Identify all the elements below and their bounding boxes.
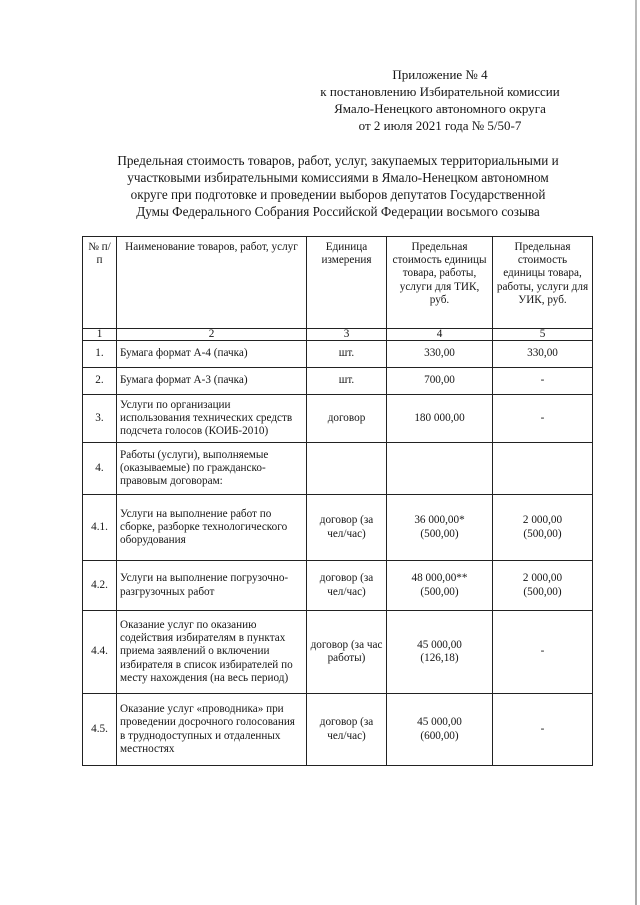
tik-cost-value: 45 000,00 bbox=[417, 716, 462, 729]
header-unit: Единица измерения bbox=[307, 237, 387, 329]
row-number-cell bbox=[83, 561, 117, 611]
title-line-2: участковыми избирательными комиссиями в Ямало-Ненецком автономном bbox=[127, 170, 549, 185]
uik-cost-cell bbox=[493, 561, 593, 611]
document-title bbox=[80, 152, 596, 220]
uik-cost-rate: (500,00) bbox=[523, 527, 562, 540]
item-name-cell bbox=[117, 341, 307, 368]
unit-value: договор (за чел/час) bbox=[319, 572, 374, 598]
cost-table bbox=[82, 236, 593, 766]
column-index: 3 bbox=[307, 329, 387, 341]
row-number: 4.1. bbox=[91, 520, 108, 533]
unit-cell bbox=[307, 611, 387, 694]
item-name: Работы (услуги), выполняемые (оказываемые) по гражданско-правовым договорам: bbox=[120, 448, 269, 488]
tik-cost-cell bbox=[387, 368, 493, 395]
appendix-number: Приложение № 4 bbox=[392, 67, 488, 82]
unit-cell bbox=[307, 561, 387, 611]
item-name: Услуги на выполнение работ по сборке, разборке технологического оборудования bbox=[120, 507, 288, 547]
row-number: 2. bbox=[95, 374, 104, 387]
appendix-resolution: к постановлению Избирательной комиссии bbox=[320, 84, 560, 99]
unit-cell bbox=[307, 368, 387, 395]
row-number-cell bbox=[83, 368, 117, 395]
item-name-cell bbox=[117, 561, 307, 611]
uik-cost-cell bbox=[493, 694, 593, 766]
column-index: 1 bbox=[83, 329, 117, 341]
uik-cost-cell bbox=[493, 611, 593, 694]
header-tik-cost: Предельная стоимость единицы товара, работы, услуги для ТИК, руб. bbox=[387, 237, 493, 329]
column-index-row bbox=[83, 329, 593, 341]
uik-cost-cell bbox=[493, 495, 593, 561]
tik-cost-cell bbox=[387, 561, 493, 611]
appendix-date: от 2 июля 2021 года № 5/50-7 bbox=[358, 118, 522, 133]
tik-cost-cell bbox=[387, 611, 493, 694]
scan-edge-line bbox=[635, 0, 637, 905]
item-name: Услуги на выполнение погрузочно-разгрузочных работ bbox=[120, 572, 289, 598]
row-number-cell bbox=[83, 443, 117, 495]
tik-cost-value: 700,00 bbox=[424, 374, 455, 387]
row-number-cell bbox=[83, 611, 117, 694]
table-row bbox=[83, 395, 593, 443]
tik-cost-cell bbox=[387, 495, 493, 561]
tik-cost-cell bbox=[387, 341, 493, 368]
header-num: № п/п bbox=[83, 237, 117, 329]
row-number-cell bbox=[83, 694, 117, 766]
title-line-3: округе при подготовке и проведении выборов депутатов Государственной bbox=[130, 187, 546, 202]
uik-cost-value: 330,00 bbox=[527, 347, 558, 360]
item-name-cell bbox=[117, 395, 307, 443]
uik-cost-cell bbox=[493, 395, 593, 443]
title-line-4: Думы Федерального Собрания Российской Федерации восьмого созыва bbox=[136, 204, 540, 219]
tik-cost-rate: (126,18) bbox=[420, 652, 459, 664]
uik-cost-value: - bbox=[540, 645, 545, 658]
row-number-cell bbox=[83, 395, 117, 443]
column-index: 2 bbox=[117, 329, 307, 341]
row-number: 3. bbox=[95, 411, 104, 424]
header-name: Наименование товаров, работ, услуг bbox=[117, 237, 307, 329]
uik-cost-value: - bbox=[540, 722, 545, 735]
uik-cost-cell bbox=[493, 341, 593, 368]
tik-cost-rate: (600,00) bbox=[420, 729, 459, 742]
unit-cell bbox=[307, 443, 387, 495]
table-row bbox=[83, 443, 593, 495]
tik-cost-value: 36 000,00* bbox=[414, 514, 465, 527]
uik-cost-cell bbox=[493, 368, 593, 395]
table-header-row bbox=[83, 237, 593, 329]
row-number: 4. bbox=[95, 461, 104, 474]
header-uik-cost: Предельная стоимость единицы товара, работы, услуги для УИК, руб. bbox=[493, 237, 593, 329]
row-number: 4.5. bbox=[91, 722, 108, 735]
uik-cost-cell bbox=[493, 443, 593, 495]
unit-value: договор bbox=[327, 411, 366, 424]
unit-value: договор (за чел/час) bbox=[319, 716, 374, 742]
unit-value: договор (за чел/час) bbox=[319, 514, 374, 540]
unit-cell bbox=[307, 495, 387, 561]
appendix-reference bbox=[290, 66, 590, 134]
item-name: Оказание услуг «проводника» при проведении досрочного голосования в труднодоступных и отдаленных местностях bbox=[120, 703, 295, 755]
table-row bbox=[83, 611, 593, 694]
row-number-cell bbox=[83, 341, 117, 368]
tik-cost-value: 330,00 bbox=[424, 347, 455, 360]
uik-cost-rate: (500,00) bbox=[523, 585, 562, 598]
item-name-cell bbox=[117, 443, 307, 495]
column-index: 5 bbox=[493, 329, 593, 341]
row-number: 1. bbox=[95, 347, 104, 360]
appendix-region: Ямало-Ненецкого автономного округа bbox=[334, 101, 546, 116]
table-row bbox=[83, 694, 593, 766]
uik-cost-value: - bbox=[540, 411, 545, 424]
column-index: 4 bbox=[387, 329, 493, 341]
item-name-cell bbox=[117, 495, 307, 561]
table-row bbox=[83, 368, 593, 395]
unit-cell bbox=[307, 694, 387, 766]
uik-cost-value: 2 000,00 bbox=[522, 572, 563, 585]
uik-cost-value: 2 000,00 bbox=[522, 514, 563, 527]
uik-cost-value: - bbox=[540, 374, 545, 387]
item-name-cell bbox=[117, 694, 307, 766]
row-number-cell bbox=[83, 495, 117, 561]
item-name: Бумага формат А-4 (пачка) bbox=[120, 347, 248, 360]
unit-value: шт. bbox=[338, 374, 355, 387]
unit-cell bbox=[307, 395, 387, 443]
table-row bbox=[83, 561, 593, 611]
title-line-1: Предельная стоимость товаров, работ, услуг, закупаемых территориальными и bbox=[117, 153, 559, 168]
row-number: 4.4. bbox=[91, 645, 108, 658]
table-row bbox=[83, 341, 593, 368]
unit-value: шт. bbox=[338, 347, 355, 360]
tik-cost-value: 45 000,00 bbox=[417, 638, 462, 651]
unit-value: договор (за час работы) bbox=[310, 638, 383, 664]
tik-cost-cell bbox=[387, 395, 493, 443]
unit-cell bbox=[307, 341, 387, 368]
table-row bbox=[83, 495, 593, 561]
item-name: Бумага формат А-3 (пачка) bbox=[120, 374, 248, 387]
tik-cost-cell bbox=[387, 443, 493, 495]
item-name: Услуги по организации использования технических средств подсчета голосов (КОИБ-2010) bbox=[120, 398, 293, 438]
tik-cost-rate: (500,00) bbox=[420, 527, 459, 540]
tik-cost-rate: (500,00) bbox=[420, 585, 459, 598]
tik-cost-cell bbox=[387, 694, 493, 766]
tik-cost-value: 180 000,00 bbox=[414, 411, 465, 424]
row-number: 4.2. bbox=[91, 578, 108, 591]
tik-cost-value: 48 000,00** bbox=[411, 572, 468, 585]
item-name-cell bbox=[117, 611, 307, 694]
item-name: Оказание услуг по оказанию содействия избирателям в пунктах приема заявлений о включении избирателя в список избирателей по месту нахождения (на весь период) bbox=[120, 618, 293, 684]
item-name-cell bbox=[117, 368, 307, 395]
